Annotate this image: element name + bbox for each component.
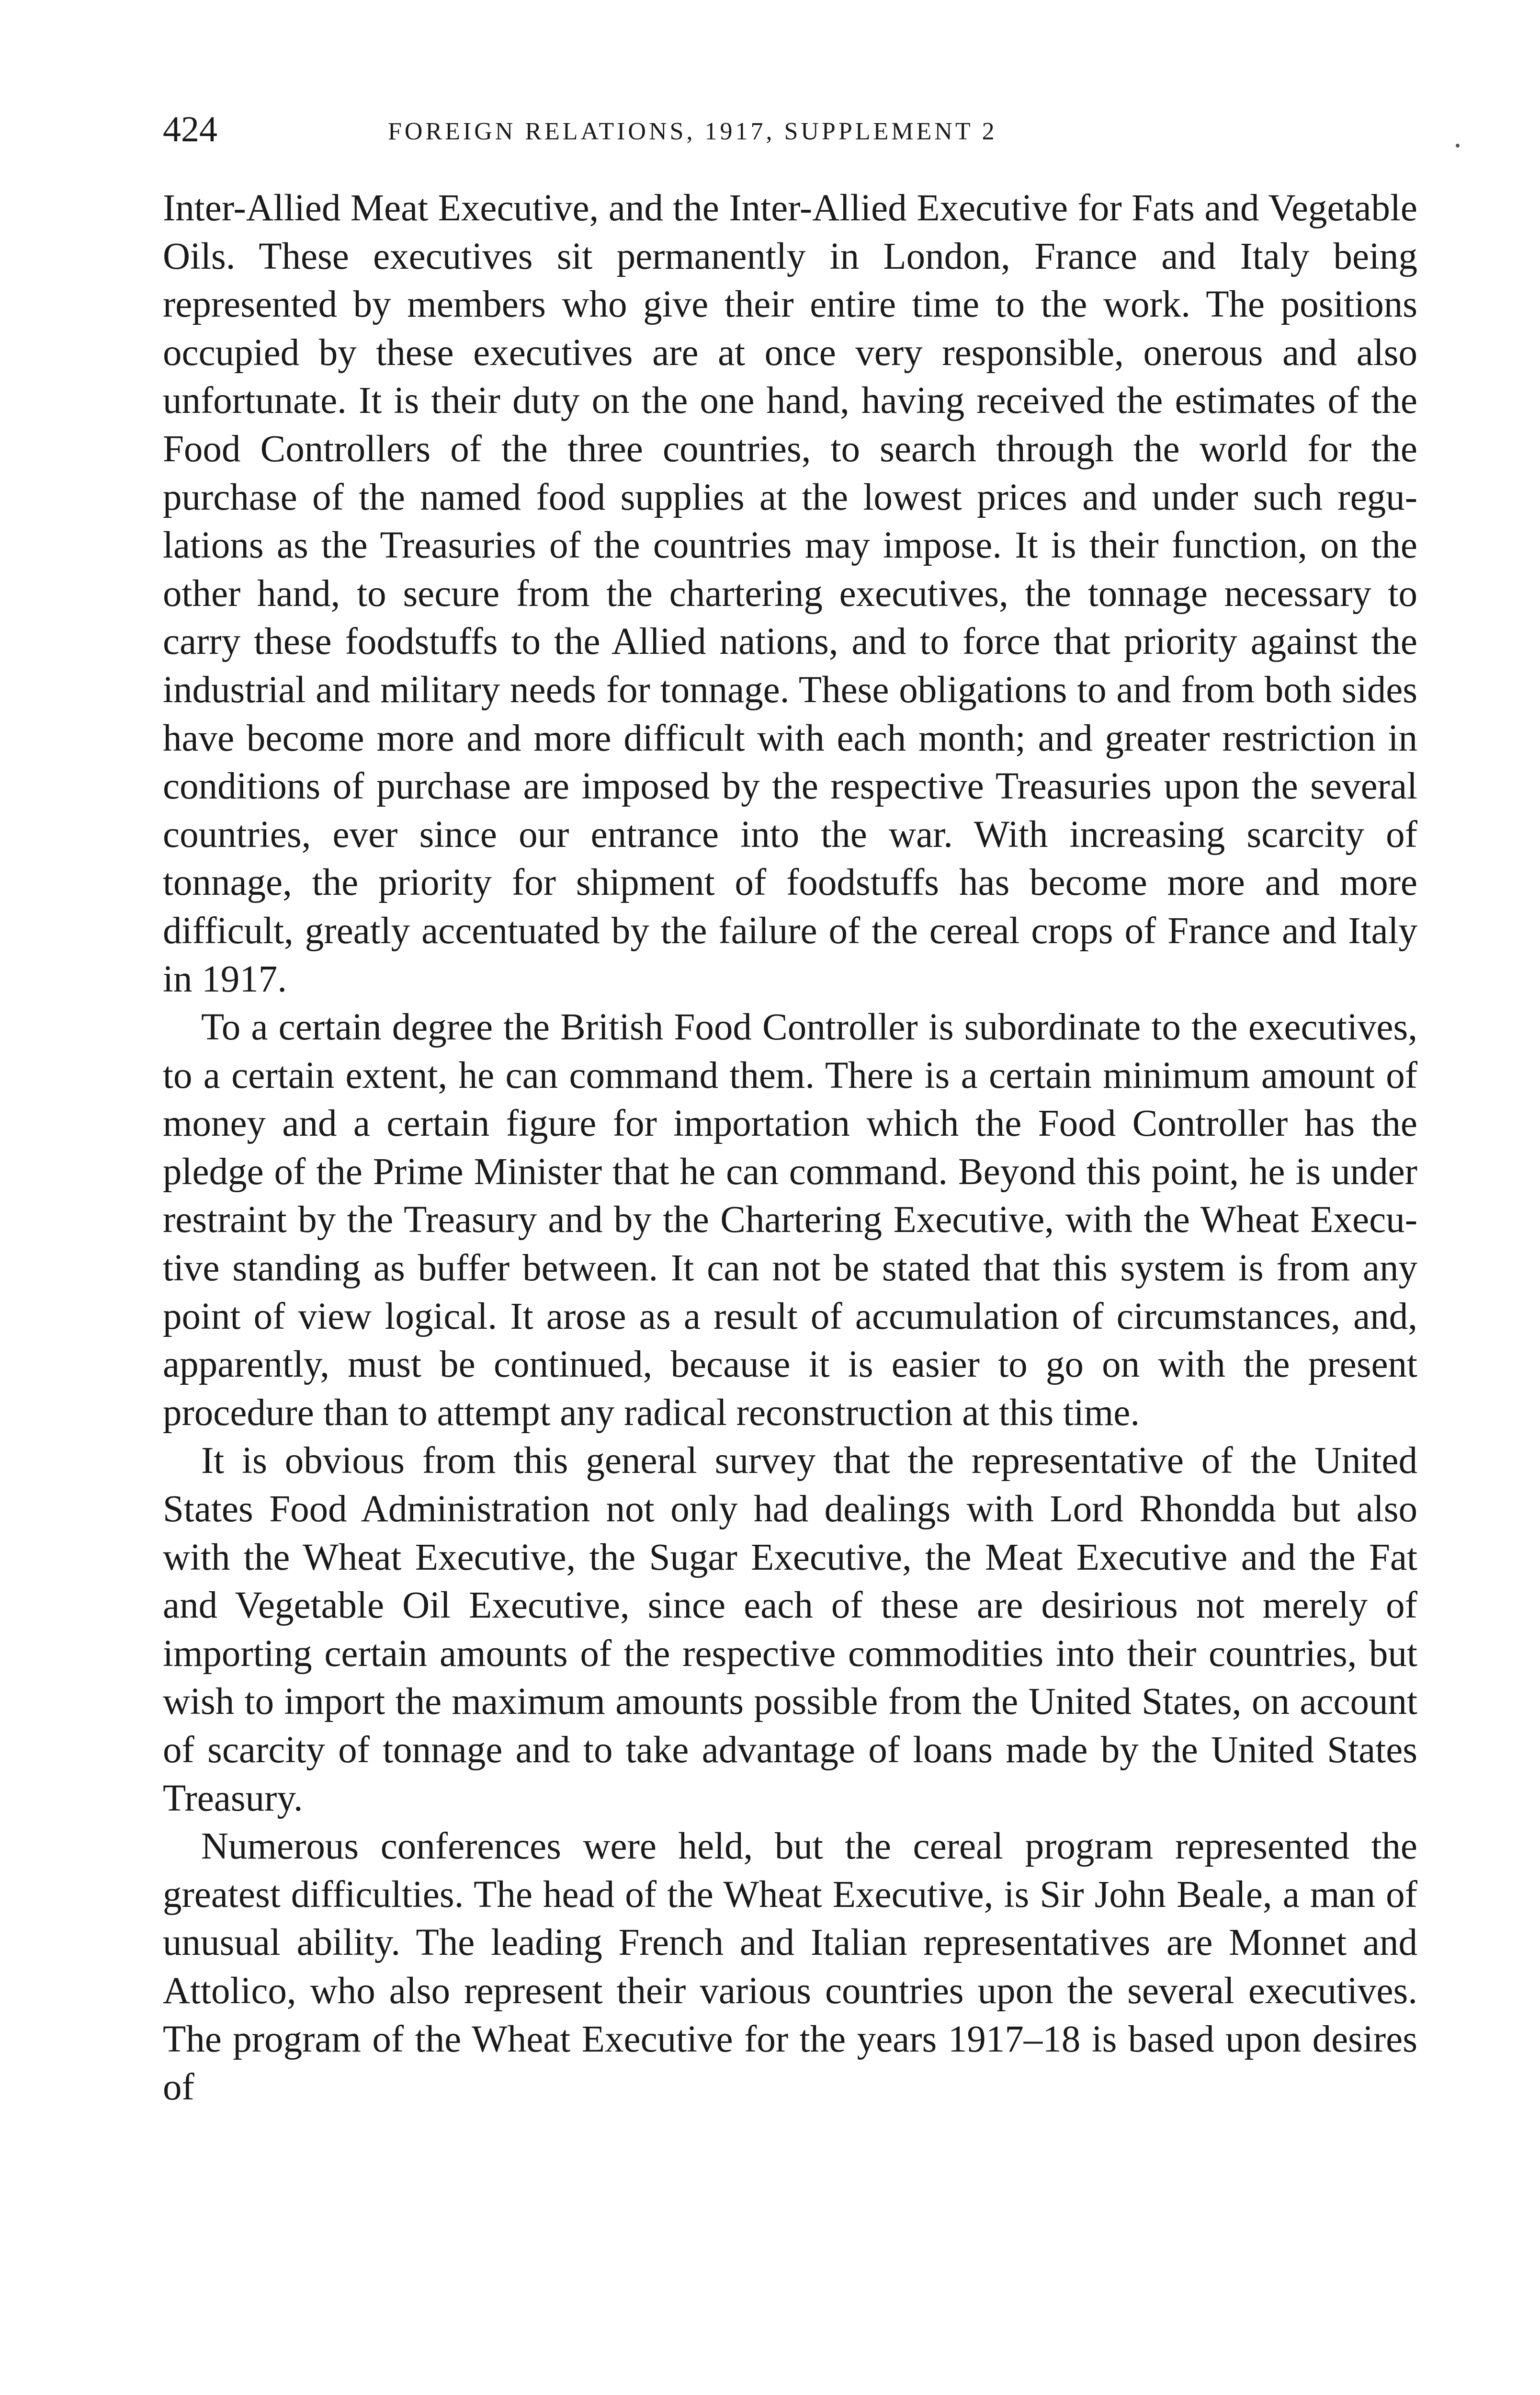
- paragraph-3: It is obvious from this general survey that the representative of the United States Food Administration not only had dealings with Lord Rhondda but also with the Wheat Executive, the Sugar Executive, the Meat Executive and the Fat and Vegetable Oil Executive, since each of these are desirious not merely of importing certain amounts of the respective commodities into their countries, but wish to import the maximum amounts possible from the United States, on account of scarcity of tonnage and to take advantage of loans made by the United States Treasury.: [163, 1440, 1417, 1819]
- paragraph-1: Inter-Allied Meat Executive, and the Inter-Allied Executive for Fats and Vegetable Oils. These executives sit permanently in London, France and Italy being represented by members who give their entire time to the work. The positions occupied by these executives are at once very responsible, onerous and also unfortunate. It is their duty on the one hand, having received the estimates of the Food Controllers of the three countries, to search through the world for the purchase of the named food supplies at the lowest prices and under such regulations as the Treasuries of the countries may impose. It is their function, on the other hand, to secure from the chartering executives, the tonnage necessary to carry these foodstuffs to the Allied nations, and to force that priority against the industrial and military needs for tonnage. These obligations to and from both sides have become more and more difficult with each month; and greater restriction in conditions of purchase are imposed by the respective Treasuries upon the several countries, ever since our entrance into the war. With increasing scarcity of tonnage, the priority for shipment of foodstuffs has become more and more difficult, greatly accentuated by the failure of the cereal crops of France and Italy in 1917.: [163, 187, 1417, 1000]
- running-head: [163, 103, 1427, 156]
- running-title: FOREIGN RELATIONS, 1917, SUPPLEMENT 2: [388, 118, 997, 145]
- body-text: [163, 184, 1417, 2112]
- page-number: 424: [163, 109, 217, 149]
- scan-speck: [1456, 144, 1460, 148]
- paragraph-2: To a certain degree the British Food Controller is subordinate to the executives, to a certain extent, he can command them. There is a certain minimum amount of money and a certain figure for importation which the Food Controller has the pledge of the Prime Minister that he can command. Beyond this point, he is under restraint by the Treasury and by the Chartering Executive, with the Wheat Executive standing as buffer between. It can not be stated that this system is from any point of view logical. It arose as a result of accumulation of circumstances, and, apparently, must be continued, because it is easier to go on with the present procedure than to attempt any radical reconstruction at this time.: [163, 1006, 1417, 1434]
- paragraph-4: Numerous conferences were held, but the cereal program represented the greatest difficulties. The head of the Wheat Executive, is Sir John Beale, a man of unusual ability. The leading French and Italian representatives are Monnet and Attolico, who also represent their various countries upon the several executives. The program of the Wheat Executive for the years 1917–18 is based upon desires of: [163, 1825, 1417, 2109]
